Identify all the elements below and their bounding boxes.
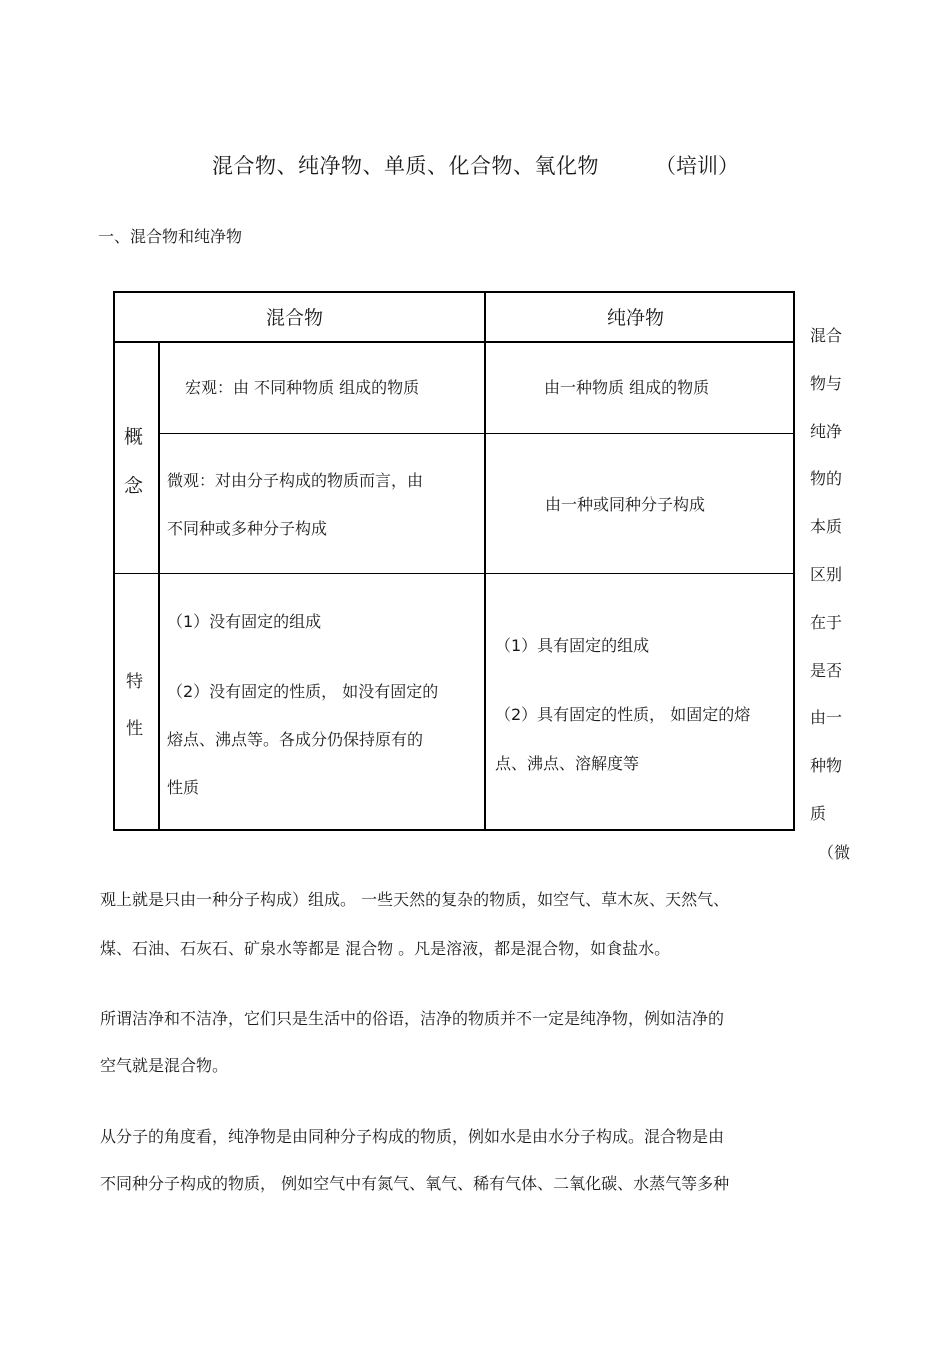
property-mixture-2-line-3: 性质	[167, 778, 200, 797]
macro-pure: 由一种物质 组成的物质	[544, 378, 710, 397]
property-mixture-1: （1）没有固定的组成	[167, 612, 322, 631]
paragraph-1-line-2: 煤、石油、石灰石、矿泉水等都是 混合物 。凡是溶液，都是混合物，如食盐水。	[100, 939, 671, 958]
paragraph-2-line-2: 空气就是混合物。	[100, 1056, 229, 1075]
property-pure-2-line-1: （2）具有固定的性质， 如固定的熔	[495, 705, 751, 724]
label-concept-char-1: 概	[124, 426, 144, 448]
side-note-tail: （微	[818, 843, 851, 862]
paragraph-1-line-1: 观上就是只由一种分子构成）组成。 一些天然的复杂的物质，如空气、草木灰、天然气、	[100, 890, 730, 909]
property-mixture-2-line-1: （2）没有固定的性质， 如没有固定的	[167, 682, 439, 701]
macro-mixture: 宏观：由 不同种物质 组成的物质	[185, 378, 420, 397]
table-border-bottom	[113, 829, 795, 831]
label-property-char-2: 性	[126, 719, 143, 739]
table-border-top	[113, 291, 795, 293]
section-heading: 一、混合物和纯净物	[98, 227, 243, 246]
label-property-char-1: 特	[126, 672, 143, 692]
micro-mixture-line-1: 微观：对由分子构成的物质而言，由	[167, 471, 424, 490]
page-title-suffix: （培训）	[655, 154, 739, 178]
property-pure-1: （1）具有固定的组成	[495, 636, 650, 655]
table-divider-middle	[484, 291, 486, 831]
paragraph-3-line-2: 不同种分子构成的物质， 例如空气中有氮气、氧气、稀有气体、二氧化碳、水蒸气等多种	[100, 1174, 730, 1193]
micro-mixture-line-2: 不同种或多种分子构成	[167, 519, 328, 538]
label-concept-char-2: 念	[124, 475, 144, 497]
table-divider-concept-property	[113, 573, 795, 574]
micro-pure: 由一种或同种分子构成	[545, 495, 706, 514]
table-divider-header	[113, 341, 795, 343]
header-mixture: 混合物	[266, 307, 324, 329]
property-pure-2-line-2: 点、沸点、溶解度等	[495, 754, 640, 773]
table-divider-label-column	[158, 342, 160, 831]
table-border-right	[793, 291, 795, 831]
paragraph-3-line-1: 从分子的角度看，纯净物是由同种分子构成的物质，例如水是由水分子构成。混合物是由	[100, 1127, 725, 1146]
page-title: 混合物、纯净物、单质、化合物、氧化物	[212, 154, 599, 178]
paragraph-2-line-1: 所谓洁净和不洁净，它们只是生活中的俗语，洁净的物质并不一定是纯净物，例如洁净的	[100, 1009, 725, 1028]
header-pure-substance: 纯净物	[607, 307, 665, 329]
table-border-left	[113, 291, 115, 831]
table-divider-macro-micro	[159, 433, 795, 434]
side-note-essential-difference: 混合物与纯净物的本质区别在于是否由一种物质	[810, 326, 843, 823]
property-mixture-2-line-2: 熔点、沸点等。各成分仍保持原有的	[167, 730, 424, 749]
